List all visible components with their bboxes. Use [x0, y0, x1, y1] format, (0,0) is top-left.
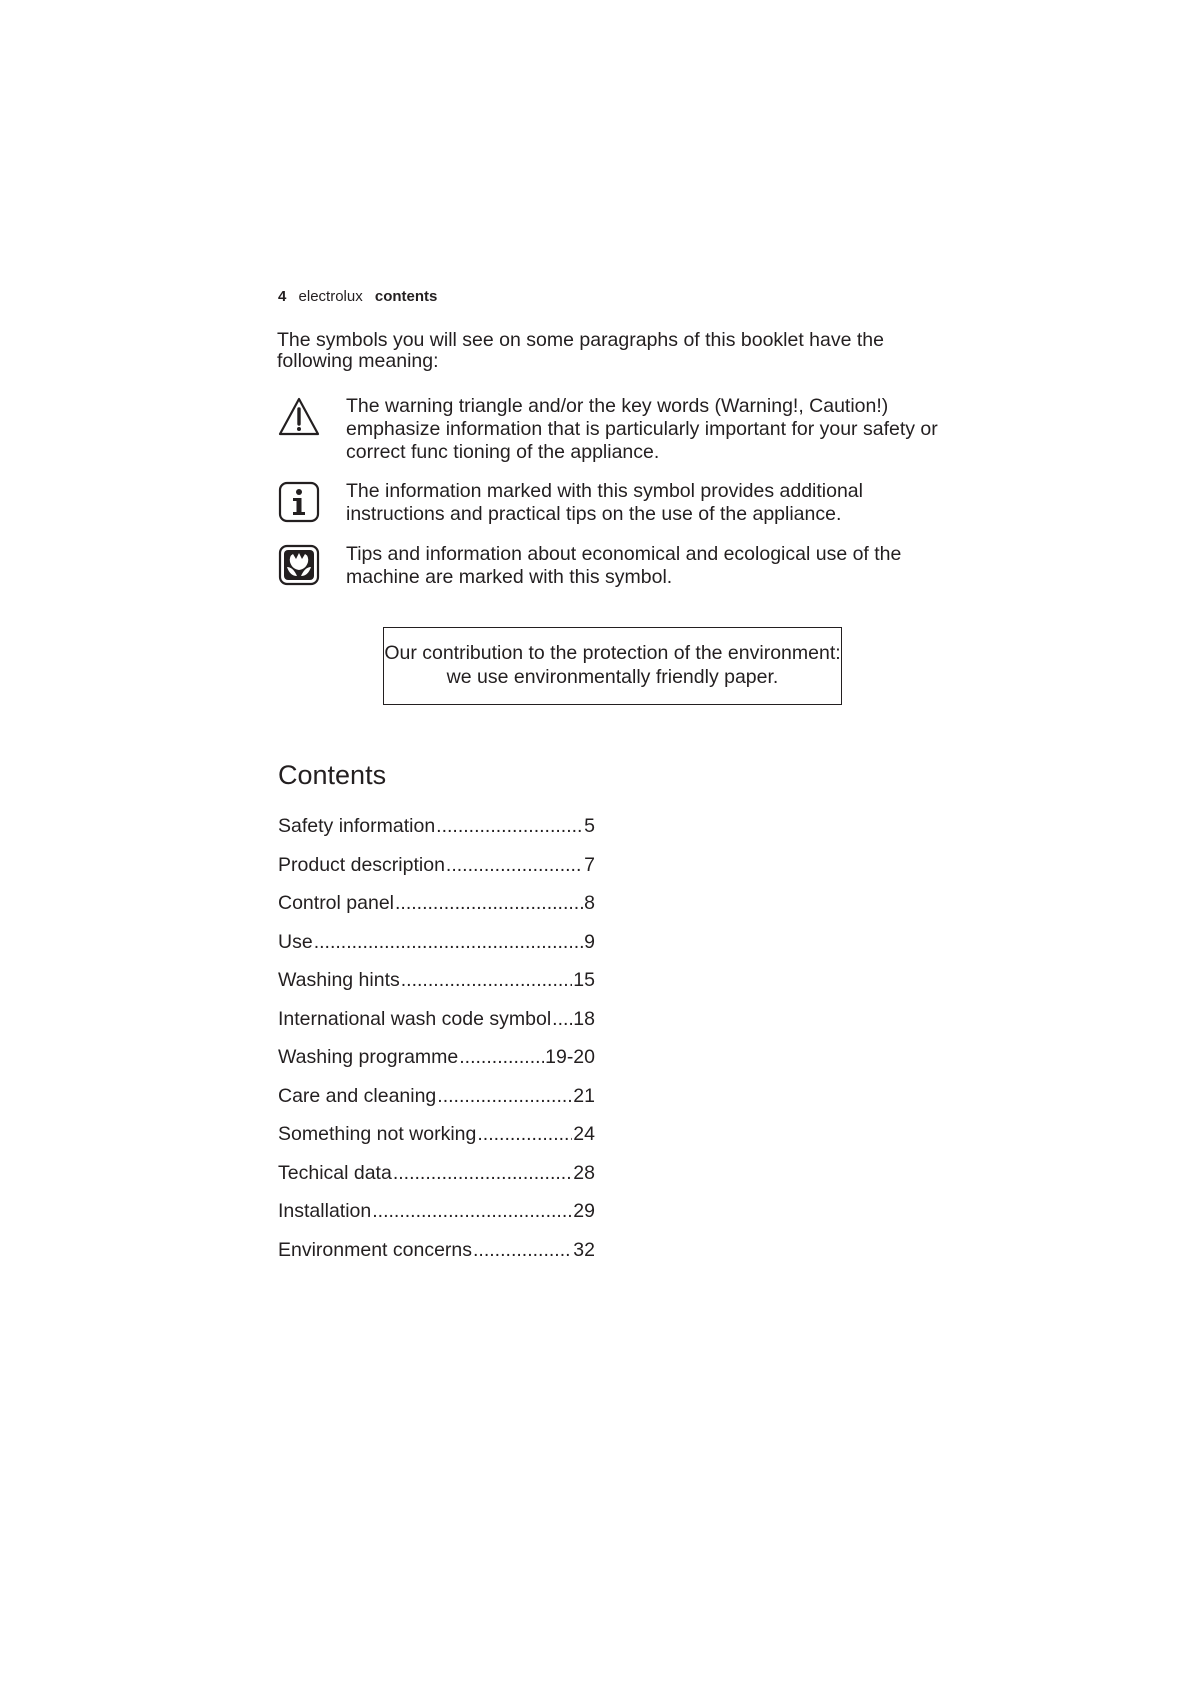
- page-number: 4: [278, 288, 287, 305]
- toc-entry-page: 24: [573, 1123, 595, 1145]
- toc-leader-dots: [393, 1161, 572, 1185]
- toc-entry[interactable]: [278, 968, 595, 1007]
- toc-entry[interactable]: [278, 814, 595, 853]
- toc-entry-page: 28: [573, 1161, 595, 1184]
- brand-name: electrolux: [298, 288, 363, 305]
- toc-leader-dots: [395, 891, 583, 915]
- toc-entry-page: 29: [573, 1200, 595, 1222]
- toc-leader-dots: [446, 853, 583, 877]
- eco-description: Tips and information about economical and ecological use of the machine are marked with this symbol.: [346, 543, 902, 588]
- toc-leader-dots: [552, 1007, 572, 1031]
- toc-leader-dots: [477, 1122, 572, 1146]
- toc-leader-dots: [401, 968, 573, 992]
- environment-notice-line-2: we use environmentally friendly paper.: [446, 666, 779, 688]
- toc-entry[interactable]: [278, 1199, 595, 1238]
- toc-entry-page: 9: [584, 930, 595, 953]
- environment-notice-box: [383, 627, 842, 705]
- toc-leader-dots: [437, 1084, 572, 1108]
- environment-notice-line-1: Our contribution to the protection of the environment:: [384, 642, 841, 664]
- intro-paragraph: The symbols you will see on some paragraphs of this booklet have the following meaning:: [277, 329, 884, 372]
- section-name: contents: [374, 288, 438, 305]
- info-description: The information marked with this symbol provides additional instructions and practical tips on the use of the appliance.: [346, 480, 863, 525]
- toc-entry-title: Product description: [278, 853, 445, 876]
- toc-leader-dots: [459, 1045, 544, 1069]
- warning-triangle-icon: [277, 395, 321, 439]
- info-icon: [277, 480, 321, 524]
- toc-entry-page: 8: [584, 892, 595, 914]
- toc-entry-page: 32: [573, 1238, 595, 1261]
- toc-entry[interactable]: [278, 1045, 595, 1084]
- toc-entry-title: International wash code symbol: [278, 1007, 552, 1030]
- toc-entry-page: 18: [573, 1007, 595, 1030]
- toc-leader-dots: [372, 1199, 572, 1223]
- toc-entry-page: 21: [573, 1084, 595, 1107]
- toc-entry[interactable]: [278, 1161, 595, 1200]
- toc-entry-title: Washing programme: [278, 1046, 459, 1068]
- toc-entry-page: 15: [573, 969, 595, 991]
- contents-heading: Contents: [278, 760, 387, 790]
- toc-entry[interactable]: [278, 1238, 595, 1277]
- toc-entry-page: 7: [584, 853, 595, 876]
- toc-entry-title: Control panel: [278, 892, 394, 914]
- toc-entry-title: Environment concerns: [278, 1238, 473, 1261]
- toc-leader-dots: [314, 930, 583, 954]
- toc-entry-title: Care and cleaning: [278, 1084, 437, 1107]
- toc-entry-title: Something not working: [278, 1123, 477, 1145]
- toc-entry[interactable]: [278, 930, 595, 969]
- toc-entry[interactable]: [278, 891, 595, 930]
- toc-entry-title: Washing hints: [278, 969, 400, 991]
- toc-entry[interactable]: [278, 1007, 595, 1046]
- eco-flower-icon: [277, 543, 321, 587]
- toc-entry-page: 5: [584, 815, 595, 837]
- toc-entry[interactable]: [278, 1084, 595, 1123]
- toc-entry-title: Use: [278, 930, 313, 953]
- toc-entry-title: Techical data: [278, 1161, 392, 1184]
- toc-entry[interactable]: [278, 1122, 595, 1161]
- toc-entry[interactable]: [278, 853, 595, 892]
- toc-entry-page: 19-20: [545, 1046, 595, 1068]
- toc-entry-title: Installation: [278, 1200, 372, 1222]
- toc-leader-dots: [436, 814, 583, 838]
- warning-description: The warning triangle and/or the key words (Warning!, Caution!) emphasize information that is particularly important for your safety or correct func tioning of the appliance.: [346, 395, 938, 463]
- toc-leader-dots: [473, 1238, 572, 1262]
- table-of-contents: [278, 814, 595, 1276]
- running-header: [278, 288, 437, 305]
- toc-entry-title: Safety information: [278, 815, 436, 837]
